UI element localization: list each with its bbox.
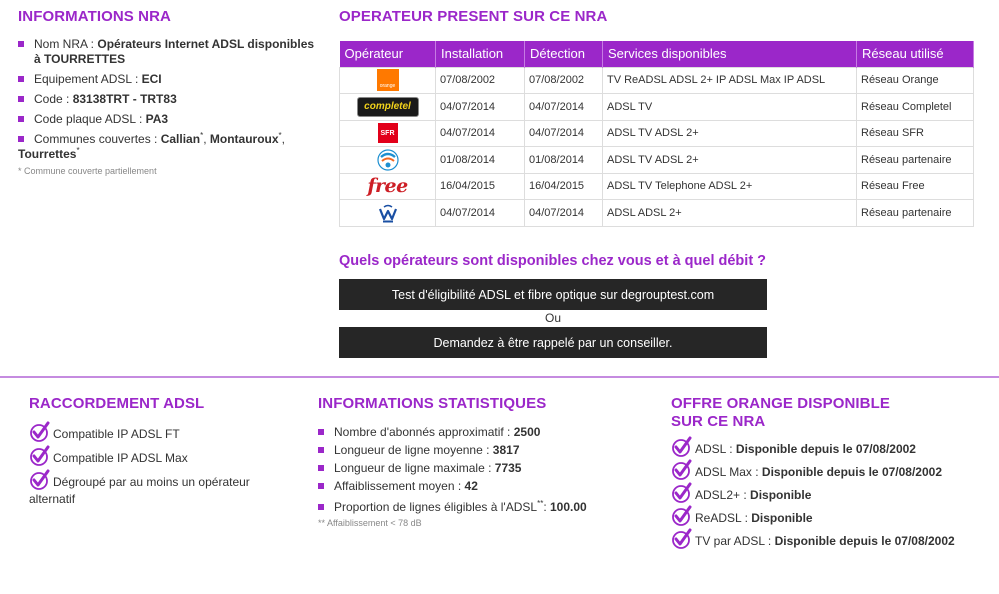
- stat-longueur-moyenne: Longueur de ligne moyenne : 3817: [318, 443, 638, 458]
- operator-logo-cell: [340, 173, 436, 200]
- sfr-logo-icon[interactable]: SFR: [378, 123, 398, 143]
- operator-logo-cell: [340, 120, 436, 147]
- stats-title: INFORMATIONS STATISTIQUES: [318, 395, 547, 412]
- reseau-cell: Réseau Free: [857, 173, 974, 200]
- nra-equipment-item: [18, 72, 318, 87]
- section-divider: [0, 376, 999, 378]
- eligibility-question: Quels opérateurs sont disponibles chez vous et à quel débit ?: [339, 253, 767, 269]
- raccordement-list: [29, 426, 299, 508]
- offre-title: OFFRE ORANGE DISPONIBLE SUR CE NRA: [671, 395, 890, 430]
- reseau-cell: Réseau Orange: [857, 67, 974, 94]
- nra-plaque-item: [18, 112, 318, 127]
- offre-orange-section: [671, 395, 981, 556]
- square-bullet-icon: [318, 447, 324, 453]
- stat-affaiblissement: Affaiblissement moyen : 42: [318, 479, 638, 494]
- nra-name-label: Nom NRA :: [34, 37, 98, 51]
- reseau-cell: Réseau SFR: [857, 120, 974, 147]
- stats-footnote: ** Affaiblissement < 78 dB: [318, 518, 422, 528]
- free-logo-icon[interactable]: free: [367, 175, 408, 198]
- operator-logo-cell: [340, 94, 436, 121]
- stat-proportion: Proportion de lignes éligibles à l'ADSL**: 100.00: [318, 500, 638, 515]
- header-operateur: Opérateur: [340, 41, 436, 67]
- header-reseau: Réseau utilisé: [857, 41, 974, 67]
- operators-title: OPERATEUR PRESENT SUR CE NRA: [339, 8, 608, 25]
- nra-info-title: INFORMATIONS NRA: [18, 8, 171, 25]
- square-bullet-icon: [18, 76, 24, 82]
- raccordement-title: RACCORDEMENT ADSL: [29, 395, 205, 412]
- nra-equipment-value: ECI: [141, 72, 162, 86]
- nra-code-item: [18, 92, 318, 107]
- reseau-cell: Réseau Completel: [857, 94, 974, 121]
- commune-star: *: [76, 146, 80, 155]
- list-item: ReADSL : Disponible: [671, 510, 981, 527]
- or-separator: Ou: [544, 311, 561, 325]
- installation-cell: 04/07/2014: [436, 94, 525, 121]
- operators-header-row: [340, 41, 974, 67]
- operators-table: [339, 41, 974, 227]
- square-bullet-icon: [18, 96, 24, 102]
- detection-cell: 04/07/2014: [525, 120, 603, 147]
- commune-callian: Callian: [160, 132, 201, 146]
- detection-cell: 07/08/2002: [525, 67, 603, 94]
- table-row: [340, 120, 974, 147]
- commune-tourrettes: Tourrettes: [18, 147, 77, 161]
- list-item: TV par ADSL : Disponible depuis le 07/08/2002: [671, 533, 981, 550]
- list-item: Compatible IP ADSL Max: [29, 450, 299, 467]
- operators-section: [339, 8, 974, 227]
- installation-cell: 07/08/2002: [436, 67, 525, 94]
- nra-footnote: * Commune couverte partiellement: [18, 166, 157, 176]
- table-row: [340, 200, 974, 227]
- services-cell: ADSL TV: [603, 94, 857, 121]
- detection-cell: 01/08/2014: [525, 147, 603, 174]
- services-cell: TV ReADSL ADSL 2+ IP ADSL Max IP ADSL: [603, 67, 857, 94]
- nra-communes-item: Communes couvertes : Callian*, Montauroux*, Tourrettes*: [18, 131, 286, 161]
- square-bullet-icon: [18, 41, 24, 47]
- square-bullet-icon: [318, 483, 324, 489]
- nra-code-value: 83138TRT - TRT83: [72, 92, 177, 106]
- ovh-logo-icon[interactable]: [377, 202, 399, 224]
- list-item: Compatible IP ADSL FT: [29, 426, 299, 443]
- operator-logo-cell: [340, 147, 436, 174]
- check-icon: [29, 469, 51, 491]
- stat-abonnes: Nombre d'abonnés approximatif : 2500: [318, 425, 638, 440]
- check-icon: [671, 459, 693, 481]
- nra-equipment-label: Equipement ADSL :: [34, 72, 142, 86]
- nra-name-value: Opérateurs Internet ADSL disponibles à TOURRETTES: [34, 37, 315, 66]
- stats-list: [318, 425, 638, 515]
- commune-star: *: [200, 131, 204, 140]
- raccordement-section: [29, 395, 299, 515]
- services-cell: ADSL ADSL 2+: [603, 200, 857, 227]
- reseau-cell: Réseau partenaire: [857, 200, 974, 227]
- check-icon: [671, 505, 693, 527]
- detection-cell: 04/07/2014: [525, 94, 603, 121]
- services-cell: ADSL TV ADSL 2+: [603, 147, 857, 174]
- reseau-cell: Réseau partenaire: [857, 147, 974, 174]
- check-icon: [671, 482, 693, 504]
- square-bullet-icon: [18, 116, 24, 122]
- bouygues-logo-icon[interactable]: [377, 149, 399, 171]
- list-item: ADSL Max : Disponible depuis le 07/08/2002: [671, 464, 981, 481]
- installation-cell: 04/07/2014: [436, 120, 525, 147]
- stat-longueur-maximale: Longueur de ligne maximale : 7735: [318, 461, 638, 476]
- completel-logo-icon[interactable]: completel: [357, 97, 419, 117]
- installation-cell: 01/08/2014: [436, 147, 525, 174]
- detection-cell: 04/07/2014: [525, 200, 603, 227]
- nra-info-section: [18, 8, 318, 176]
- check-icon: [671, 528, 693, 550]
- callback-request-button[interactable]: Demandez à être rappelé par un conseiller.: [339, 327, 767, 358]
- list-item: ADSL : Disponible depuis le 07/08/2002: [671, 441, 981, 458]
- nra-plaque-label: Code plaque ADSL :: [34, 112, 146, 126]
- operator-logo-cell: [340, 67, 436, 94]
- offre-list: [671, 441, 981, 550]
- commune-montauroux: Montauroux: [209, 132, 279, 146]
- square-bullet-icon: [318, 504, 324, 510]
- nra-info-list: [18, 37, 318, 162]
- detection-cell: 16/04/2015: [525, 173, 603, 200]
- orange-logo-icon[interactable]: orange: [377, 69, 399, 91]
- square-bullet-icon: [318, 465, 324, 471]
- table-row: [340, 147, 974, 174]
- operator-logo-cell: [340, 200, 436, 227]
- nra-code-label: Code :: [34, 92, 73, 106]
- list-item: ADSL2+ : Disponible: [671, 487, 981, 504]
- header-installation: Installation: [436, 41, 525, 67]
- table-row: [340, 67, 974, 94]
- header-detection: Détection: [525, 41, 603, 67]
- check-icon: [29, 421, 51, 443]
- header-services: Services disponibles: [603, 41, 857, 67]
- square-bullet-icon: [318, 429, 324, 435]
- eligibility-test-button[interactable]: Test d'éligibilité ADSL et fibre optique sur degrouptest.com: [339, 279, 767, 310]
- services-cell: ADSL TV Telephone ADSL 2+: [603, 173, 857, 200]
- nra-plaque-value: PA3: [145, 112, 169, 126]
- commune-star: *: [278, 131, 282, 140]
- stats-section: [318, 395, 638, 528]
- square-bullet-icon: [18, 136, 24, 142]
- check-icon: [29, 445, 51, 467]
- installation-cell: 04/07/2014: [436, 200, 525, 227]
- table-row: [340, 94, 974, 121]
- services-cell: ADSL TV ADSL 2+: [603, 120, 857, 147]
- table-row: [340, 173, 974, 200]
- list-item: Dégroupé par au moins un opérateur alternatif: [29, 474, 299, 508]
- nra-communes-label: Communes couvertes :: [34, 132, 161, 146]
- nra-name-item: [18, 37, 318, 67]
- eligibility-section: [339, 253, 779, 358]
- installation-cell: 16/04/2015: [436, 173, 525, 200]
- check-icon: [671, 436, 693, 458]
